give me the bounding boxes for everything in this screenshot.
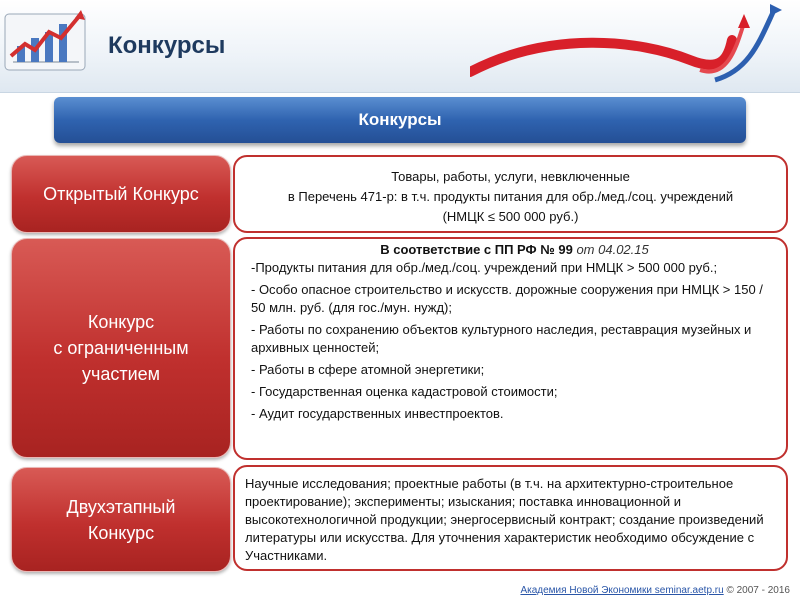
footer-copyright: © 2007 - 2016	[723, 585, 790, 596]
description-line: в Перечень 471-р: в т.ч. продукты питания для обр./мед./соц. учреждений	[287, 189, 734, 204]
header-band	[0, 0, 800, 93]
regulation-title-date: от 04.02.15	[576, 242, 649, 257]
regulation-title	[251, 241, 778, 259]
description-line: Товары, работы, услуги, невключенные	[391, 169, 630, 184]
list-item: - Аудит государственных инвестпроектов.	[251, 406, 504, 421]
footer-link[interactable]: Академия Новой Экономики seminar.aetp.ru	[520, 585, 724, 596]
list-item: - Особо опасное строительство и искусств. дорожные сооружения при НМЦК > 150 / 50 млн. руб. (для гос./мун. нужд);	[251, 282, 763, 315]
regulation-title-bold: В соответствие с ПП РФ № 99	[380, 242, 573, 257]
two-stage-description-text: Научные исследования; проектные работы (в т.ч. на архитектурно-строительное проектирование); эксперименты; изыскания; поставка инновационной и высокотехнологичной продукции; энергосервисный контракт; создание произведений литературы или искусства. Для уточнения характеристик необходимо обсуждение с Участниками.	[245, 476, 764, 563]
page-title: Конкурсы	[108, 32, 226, 59]
description-line: (НМЦК ≤ 500 000 руб.)	[442, 209, 579, 224]
limited-contest-label-line: Конкурс	[87, 312, 155, 332]
list-item: -Продукты питания для обр./мед./соц. учреждений при НМЦК > 500 000 руб.;	[251, 260, 718, 275]
open-contest-box	[11, 155, 231, 233]
two-stage-contest-label-line: Двухэтапный	[66, 496, 176, 517]
open-contest-description	[233, 155, 788, 233]
limited-contest-box	[11, 238, 231, 458]
list-item: - Государственная оценка кадастровой стоимости;	[251, 384, 558, 399]
footer	[520, 585, 790, 596]
limited-contest-label-line: с ограниченным	[53, 338, 189, 358]
limited-contest-description	[233, 237, 788, 460]
two-stage-contest-label-line: Конкурс	[87, 522, 155, 543]
red-swoosh-icon	[470, 0, 800, 92]
two-stage-contest-description	[233, 465, 788, 571]
list-item: - Работы по сохранению объектов культурного наследия, реставрация музейных и архивных ценностей;	[251, 322, 752, 355]
open-contest-label: Открытый Конкурс	[43, 184, 199, 204]
limited-contest-label-line: участием	[81, 364, 161, 384]
chart-logo-icon	[3, 8, 89, 74]
two-stage-contest-box	[11, 467, 231, 572]
list-item: - Работы в сфере атомной энергетики;	[251, 362, 485, 377]
section-banner: Конкурсы	[54, 97, 746, 143]
